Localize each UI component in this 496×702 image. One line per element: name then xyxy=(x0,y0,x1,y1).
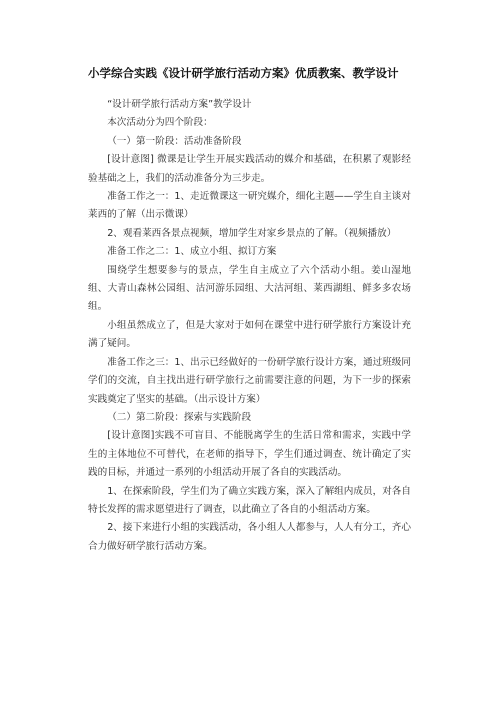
paragraph-stages-intro: 本次活动分为四个阶段： xyxy=(107,117,213,129)
paragraph-prep-2: 准备工作之二：1、成立小组、拟订方案 xyxy=(107,246,277,258)
paragraph-groups: 围绕学生想要参与的景点，学生自主成立了六个活动小组。姜山湿地组、大青山森林公园组、沽河游乐园组、大沽河组、莱西湖组、鲜多多农场组。 xyxy=(88,264,411,313)
paragraph-explore: 1、在探索阶段，学生们为了确立实践方案，深入了解组内成员，对各自特长发挥的需求愿望进行了调查，以此确立了各自的小组活动方案。 xyxy=(88,485,411,515)
paragraph-design-intent-2: [设计意图]实践不可盲目、不能脱离学生的生活日常和需求，实践中学生的主体地位不可替代，在老师的指导下，学生们通过调查、统计确定了实践的目标，并通过一系列的小组活动开展了各自的实践活动。 xyxy=(88,430,411,479)
paragraph-prep-3: 准备工作之三：1、出示已经做好的一份研学旅行设计方案，通过班级同学们的交流，自主找出进行研学旅行之前需要注意的问题，为下一步的探索实践奠定了坚实的基础。（出示设计方案） xyxy=(88,356,411,405)
paragraph-heading: “设计研学旅行活动方案”教学设计 xyxy=(107,99,252,110)
paragraph-design-intent-1: [设计意图] 微课是让学生开展实践活动的媒介和基础，在积累了观影经验基础之上，我们的活动准备分为三步走。 xyxy=(88,154,411,184)
paragraph-practice: 2、接下来进行小组的实践活动，各小组人人都参与，人人有分工，齐心合力做好研学旅行活动方案。 xyxy=(88,522,411,552)
document-title: 小学综合实践《设计研学旅行活动方案》优质教案、教学设计 xyxy=(88,66,399,80)
paragraph-prep-1: 准备工作之一：1、走近微课这一研究媒介，细化主题——学生自主谈对莱西的了解（出示微课） xyxy=(88,191,411,221)
paragraph-groups-question: 小组虽然成立了，但是大家对于如何在课堂中进行研学旅行方案设计充满了疑问。 xyxy=(88,319,411,350)
document-body xyxy=(88,96,411,556)
paragraph-prep-1-video: 2、观看莱西各景点视频，增加学生对家乡景点的了解。（视频播放） xyxy=(107,227,397,239)
paragraph-stage-1-title: （一）第一阶段：活动准备阶段 xyxy=(107,135,242,147)
paragraph-stage-2-title: （二）第二阶段：探索与实践阶段 xyxy=(107,411,252,423)
